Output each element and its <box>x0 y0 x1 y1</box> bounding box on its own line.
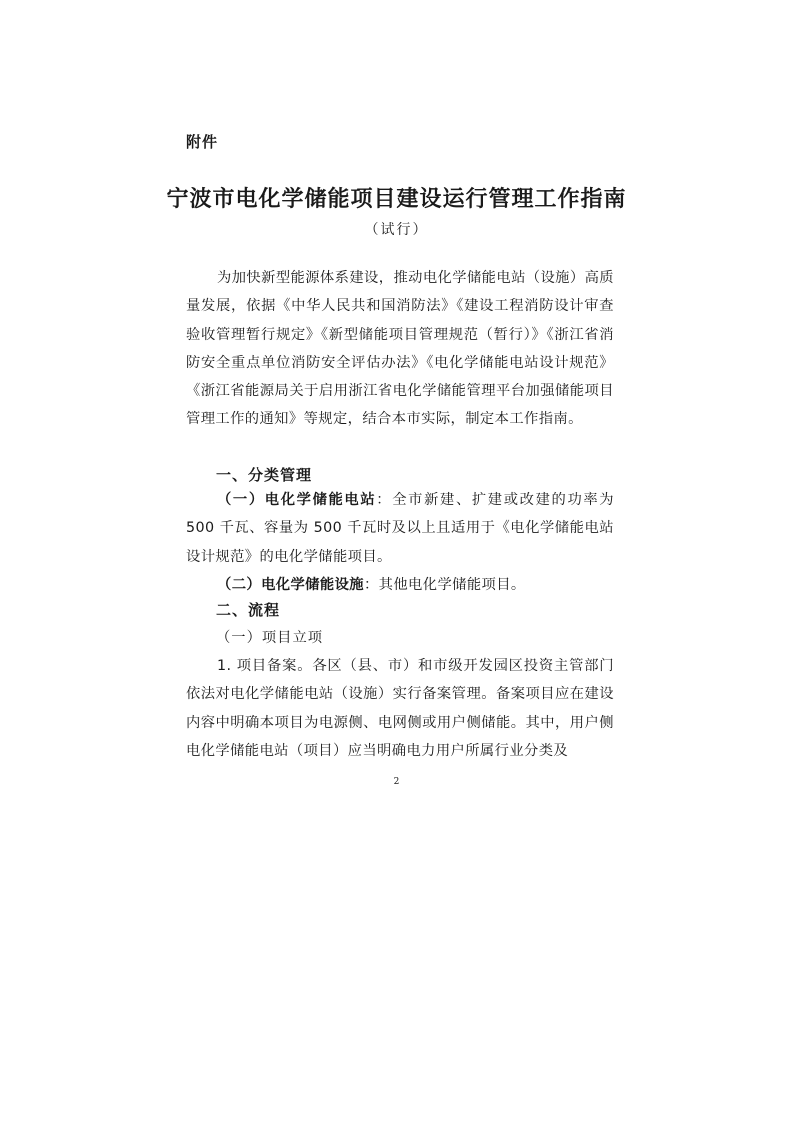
classification-item-station-label: （一）电化学储能电站 <box>217 492 377 508</box>
subsection-heading-project-approval: （一）项目立项 <box>216 630 324 646</box>
intro-paragraph: 为加快新型能源体系建设，推动电化学储能电站（设施）高质量发展，依据《中华人民共和国消防法》《建设工程消防设计审查验收管理暂行规定》《新型储能项目管理规范（暂行）》《浙江省消防安全重点单位消防安全评估办法》《电化学储能电站设计规范》《浙江省能源局关于启用浙江省电化学储能管理平台加强储能项目管理工作的通知》等规定，结合本市实际，制定本工作指南。 <box>186 270 614 428</box>
document-subtitle: （试行） <box>364 222 429 238</box>
document-title: 宁波市电化学储能项目建设运行管理工作指南 <box>166 186 627 212</box>
section-heading-classification: 一、分类管理 <box>216 466 313 484</box>
classification-item-facility-label: （二）电化学储能设施 <box>217 577 364 593</box>
classification-item-facility <box>186 571 614 599</box>
process-item-filing: 1. 项目备案。各区（县、市）和市级开发园区投资主管部门依法对电化学储能电站（设施）实行备案管理。备案项目应在建设内容中明确本项目为电源侧、电网侧或用户侧储能。其中，用户侧电化学储能电站（项目）应当明确电力用户所属行业分类及 <box>186 658 614 759</box>
classification-item-station <box>186 486 614 571</box>
section-heading-process: 二、流程 <box>216 601 281 619</box>
attachment-label: 附件 <box>186 133 219 151</box>
classification-item-station-text: ：全市新建、扩建或改建的功率为 500 千瓦、容量为 500 千瓦时及以上且适用于《电化学储能电站设计规范》的电化学储能项目。 <box>186 492 615 565</box>
classification-item-facility-text: ：其他电化学储能项目。 <box>363 577 526 593</box>
page-number: 2 <box>393 777 400 787</box>
